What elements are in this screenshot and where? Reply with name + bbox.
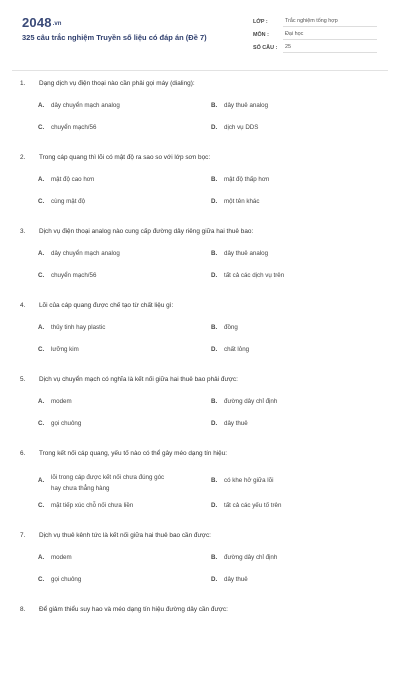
option-letter: D. [211,272,218,279]
option-text: dây thuê analog [224,102,269,109]
option-text: gọi chuông [51,576,82,583]
option-letter: C. [38,198,45,205]
document-title: 325 câu trắc nghiệm Truyền số liệu có đáp án (Đề 7) [22,33,207,42]
question-prompt: Để giảm thiểu suy hao và méo dạng tín hiệu đường dây cần được: [39,606,228,613]
option-d[interactable] [211,502,281,509]
option-c[interactable] [38,420,81,427]
question-number: 2. [20,154,26,161]
option-letter: C. [38,272,45,279]
option-letter: D. [211,576,218,583]
meta-value: Đại học [283,31,377,40]
question-text [20,376,238,383]
option-text: đường dây chỉ định [224,398,278,405]
question-item [0,606,400,680]
option-c[interactable] [38,346,79,353]
option-letter: A. [38,477,45,484]
option-letter: B. [211,477,218,484]
question-text [20,606,228,613]
option-b[interactable] [211,477,273,484]
question-prompt: Lõi của cáp quang được chế tạo từ chất liệu gì: [39,302,174,309]
option-letter: C. [38,124,45,131]
option-c[interactable] [38,576,81,583]
question-text [20,80,195,87]
option-letter: A. [38,176,45,183]
option-text: chất lỏng [224,346,250,353]
option-text: dịch vụ DDS [224,124,259,131]
question-prompt: Dạng dịch vụ điện thoại nào cần phải gọi máy (dialing): [39,80,195,87]
meta-label: SỐ CÂU : [253,45,278,51]
logo-number: 2048 [22,15,52,30]
option-text: thủy tinh hay plastic [51,324,106,331]
option-text: cùng mật độ [51,198,86,205]
meta-value: Trắc nghiệm tổng hợp [283,18,377,27]
option-text: chuyển mạch/56 [51,124,97,131]
option-c[interactable] [38,124,96,131]
question-prompt: Dịch vụ chuyển mạch có nghĩa là kết nối giữa hai thuê bao phải được: [39,376,238,383]
option-a[interactable] [38,176,94,183]
option-a[interactable] [38,102,120,109]
option-b[interactable] [211,176,269,183]
option-text: dây chuyển mạch analog [51,102,120,109]
option-letter: B. [211,102,218,109]
option-b[interactable] [211,250,268,257]
question-item [0,450,400,532]
document-meta [253,14,377,53]
option-letter: B. [211,398,218,405]
question-item [0,154,400,228]
option-text: dây thuê [224,576,248,583]
option-a[interactable] [38,398,72,405]
option-text: mật độ thấp hơn [224,176,270,183]
question-text [20,302,173,309]
option-text: dây chuyển mạch analog [51,250,120,257]
option-c[interactable] [38,272,96,279]
meta-label: MÔN : [253,32,269,38]
meta-row-count [253,40,377,53]
question-number: 1. [20,80,26,87]
option-a[interactable] [38,472,164,494]
option-letter: B. [211,250,218,257]
option-letter: C. [38,502,45,509]
question-text [20,450,227,457]
option-letter: B. [211,324,218,331]
question-number: 7. [20,532,26,539]
option-text: chuyển mạch/56 [51,272,97,279]
option-c[interactable] [38,198,85,205]
option-letter: C. [38,576,45,583]
question-item [0,376,400,450]
option-text [51,472,164,494]
header-divider [12,70,388,71]
meta-label: LỚP : [253,19,268,25]
option-letter: A. [38,554,45,561]
meta-row-subject [253,27,377,40]
question-item [0,532,400,606]
option-text: đường dây chỉ định [224,554,278,561]
option-text: lưỡng kim [51,346,79,353]
option-letter: D. [211,420,218,427]
option-letter: C. [38,346,45,353]
option-letter: B. [211,176,218,183]
option-d[interactable] [211,346,249,353]
option-text: modem [51,554,72,561]
site-logo[interactable] [22,15,61,30]
meta-value: 25 [283,44,377,53]
option-letter: D. [211,198,218,205]
option-text: dây thuê [224,420,248,427]
question-prompt: Dịch vụ thuê kênh tức là kết nối giữa hai thuê bao cần được: [39,532,211,539]
question-item [0,80,400,154]
question-prompt: Trong kết nối cáp quang, yếu tố nào có thể gây méo dạng tín hiệu: [39,450,228,457]
option-text: mặt tiếp xúc chỗ nối chưa liền [51,502,134,509]
question-number: 3. [20,228,26,235]
question-text [20,228,253,235]
question-number: 6. [20,450,26,457]
option-d[interactable] [211,576,248,583]
option-letter: B. [211,554,218,561]
option-letter: C. [38,420,45,427]
option-letter: A. [38,398,45,405]
option-b[interactable] [211,554,277,561]
question-text [20,154,210,161]
option-b[interactable] [211,102,268,109]
logo-tld: .vn [52,20,62,27]
option-c[interactable] [38,502,133,509]
option-letter: D. [211,502,218,509]
option-d[interactable] [211,198,259,205]
option-text-line: hay chưa thẳng hàng [51,485,110,492]
option-d[interactable] [211,420,248,427]
meta-row-class [253,14,377,27]
option-letter: D. [211,124,218,131]
question-item [0,302,400,376]
question-item [0,228,400,302]
option-text: tất cả các yếu tố trên [224,502,282,509]
option-letter: A. [38,102,45,109]
question-list [0,80,400,680]
option-a[interactable] [38,554,72,561]
question-number: 4. [20,302,26,309]
option-text: modem [51,398,72,405]
question-text [20,532,211,539]
question-prompt: Trong cáp quang thì lõi có mật độ ra sao so với lớp sơn bọc: [39,154,211,161]
option-a[interactable] [38,250,120,257]
question-number: 8. [20,606,26,613]
option-letter: D. [211,346,218,353]
option-text: tất cả các dịch vụ trên [224,272,285,279]
option-b[interactable] [211,324,238,331]
option-text: mật độ cao hơn [51,176,95,183]
option-a[interactable] [38,324,105,331]
option-letter: A. [38,324,45,331]
question-prompt: Dịch vụ điện thoại analog nào cung cấp đường dây riêng giữa hai thuê bao: [39,228,254,235]
option-text: gọi chuông [51,420,82,427]
page-header [0,0,400,58]
option-text: có khe hở giữa lõi [224,477,274,484]
option-letter: A. [38,250,45,257]
option-b[interactable] [211,398,277,405]
option-text: dây thuê analog [224,250,269,257]
option-text-line: lõi trong cáp được kết nối chưa đúng góc [51,474,165,481]
option-d[interactable] [211,124,258,131]
option-d[interactable] [211,272,284,279]
option-text: đồng [224,324,238,331]
option-text: một tên khác [224,198,260,205]
question-number: 5. [20,376,26,383]
